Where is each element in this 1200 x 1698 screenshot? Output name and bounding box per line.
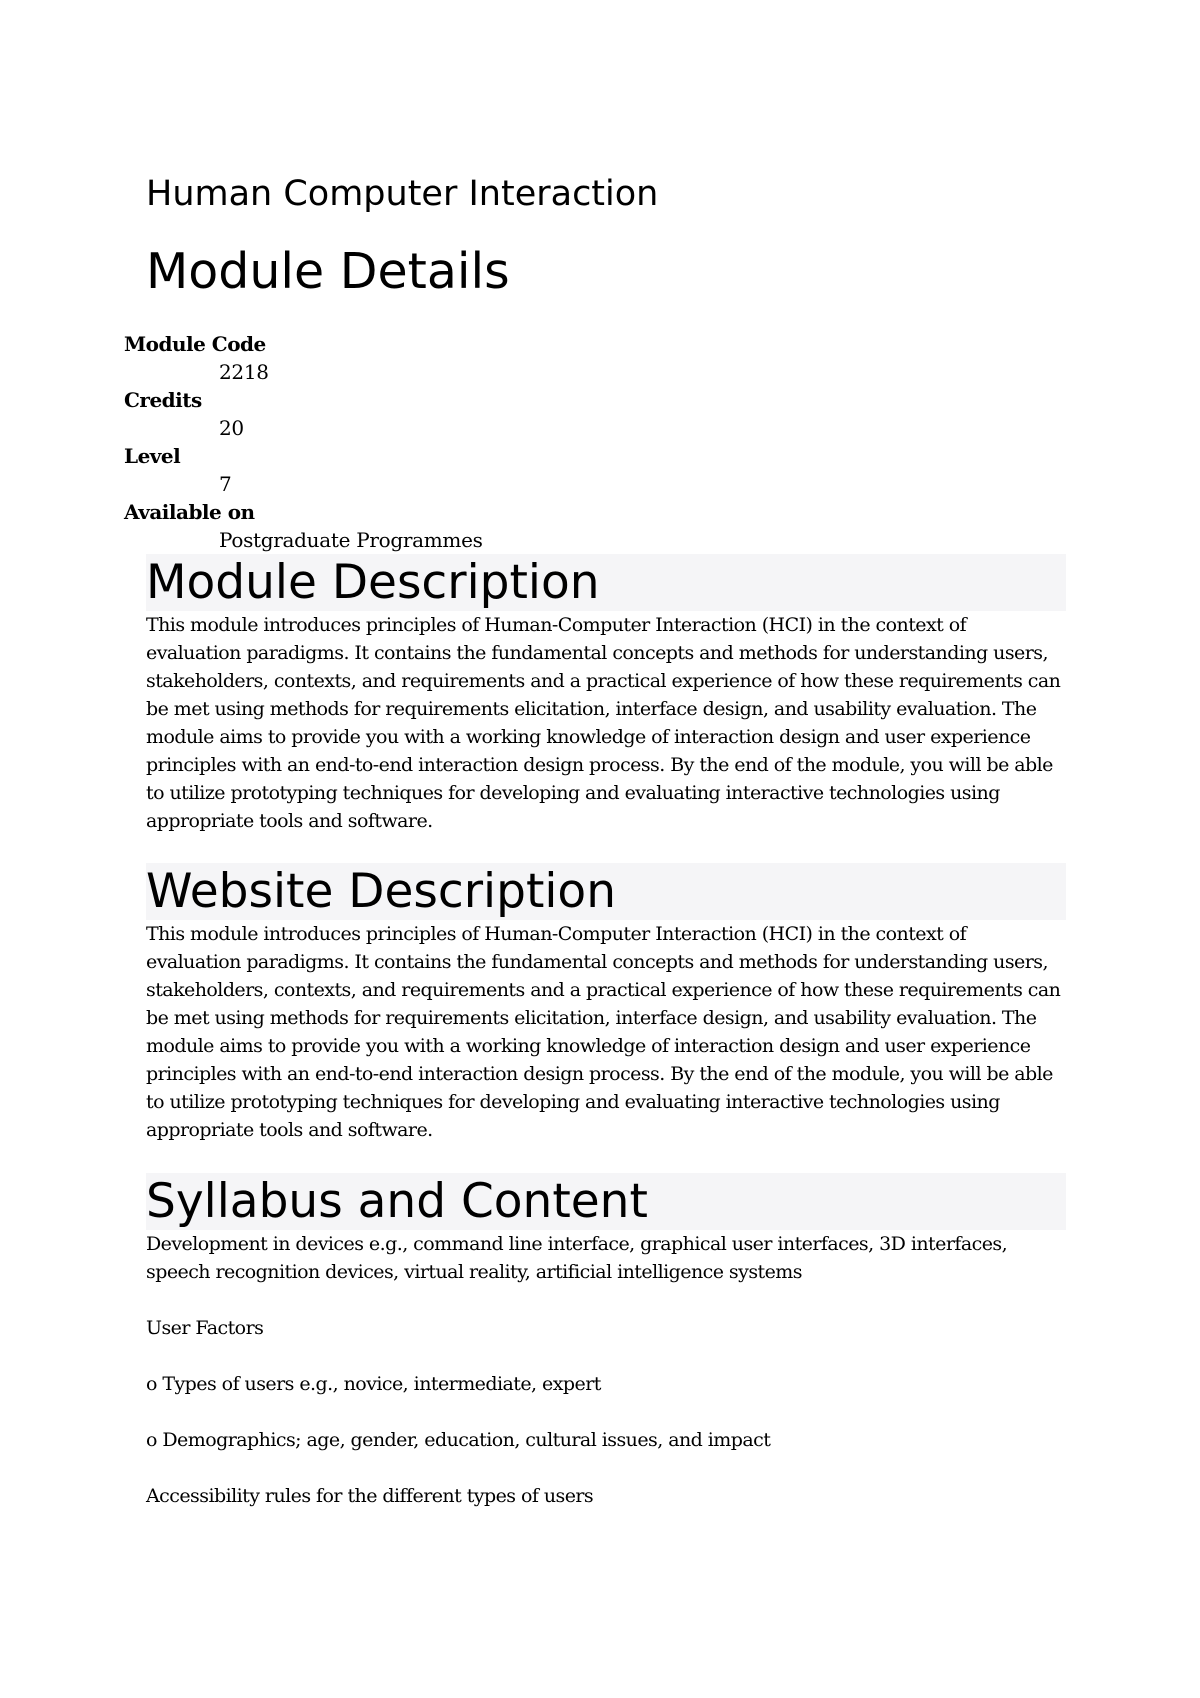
syllabus-paragraph: o Types of users e.g., novice, intermediate, expert	[146, 1373, 601, 1395]
module-code-label: Module Code	[124, 332, 266, 356]
syllabus-paragraph: User Factors	[146, 1317, 264, 1339]
module-description-section	[146, 554, 1066, 835]
module-details-heading: Module Details	[146, 243, 510, 300]
module-details-list	[124, 330, 483, 554]
available-on-label: Available on	[124, 500, 255, 524]
level-value: 7	[219, 472, 232, 496]
module-description-body	[146, 611, 1066, 835]
module-code-value: 2218	[219, 360, 269, 384]
syllabus-paragraph: Development in devices e.g., command line interface, graphical user interfaces, 3D interfaces, speech recognition devices, virtual reality, artificial intelligence systems	[146, 1233, 1008, 1283]
website-description-body	[146, 920, 1066, 1144]
module-description-heading: Module Description	[146, 554, 1066, 611]
syllabus-body	[146, 1230, 1066, 1510]
credits-value: 20	[219, 416, 244, 440]
level-label: Level	[124, 444, 181, 468]
syllabus-paragraph: Accessibility rules for the different types of users	[146, 1485, 594, 1507]
syllabus-paragraph: o Demographics; age, gender, education, cultural issues, and impact	[146, 1429, 771, 1451]
website-description-heading: Website Description	[146, 863, 1066, 920]
module-description-text: This module introduces principles of Human-Computer Interaction (HCI) in the context of evaluation paradigms. It contains the fundamental concepts and methods for understanding users, stakeholders, contexts, and requirements and a practical experience of how these requirements can be met using methods for requirements elicitation, interface design, and usability evaluation. The module aims to provide you with a working knowledge of interaction design and user experience principles with an end-to-end interaction design process. By the end of the module, you will be able to utilize prototyping techniques for developing and evaluating interactive technologies using appropriate tools and software.	[146, 614, 1061, 832]
document-title: Human Computer Interaction	[146, 174, 659, 214]
syllabus-heading: Syllabus and Content	[146, 1173, 1066, 1230]
credits-label: Credits	[124, 388, 202, 412]
syllabus-section	[146, 1173, 1066, 1538]
website-description-section	[146, 863, 1066, 1144]
available-on-value: Postgraduate Programmes	[219, 528, 483, 552]
website-description-text: This module introduces principles of Human-Computer Interaction (HCI) in the context of evaluation paradigms. It contains the fundamental concepts and methods for understanding users, stakeholders, contexts, and requirements and a practical experience of how these requirements can be met using methods for requirements elicitation, interface design, and usability evaluation. The module aims to provide you with a working knowledge of interaction design and user experience principles with an end-to-end interaction design process. By the end of the module, you will be able to utilize prototyping techniques for developing and evaluating interactive technologies using appropriate tools and software.	[146, 923, 1061, 1141]
